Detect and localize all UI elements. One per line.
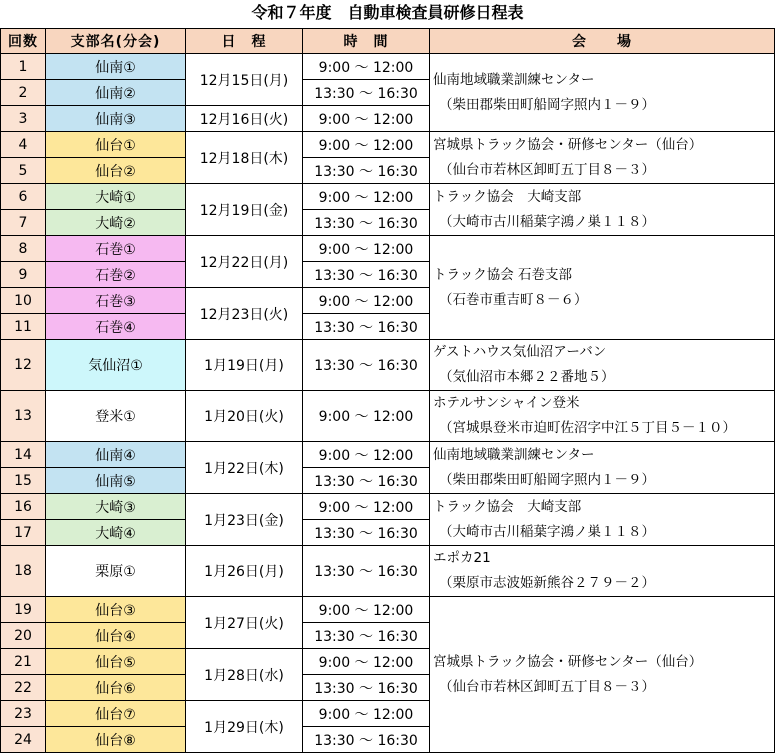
table-row: [1, 132, 775, 158]
header-round: 回数: [1, 29, 46, 54]
header-time: 時 間: [303, 29, 430, 54]
table-row: [1, 546, 775, 597]
table-row: [1, 340, 775, 391]
date-cell: 12月23日(火): [186, 288, 303, 340]
round-number: 19: [1, 597, 46, 623]
date-cell: 1月20日(火): [186, 391, 303, 442]
table-row: [1, 184, 775, 210]
venue-name: トラック協会 大崎支部: [433, 498, 582, 515]
branch-name: 大崎①: [46, 184, 186, 210]
round-number: 5: [1, 158, 46, 184]
branch-name: 大崎②: [46, 210, 186, 236]
round-number: 23: [1, 701, 46, 727]
venue-address: （仙台市若林区卸町五丁目８－３）: [439, 161, 655, 178]
header-date: 日 程: [186, 29, 303, 54]
venue-name: エポカ21: [433, 550, 491, 566]
round-number: 4: [1, 132, 46, 158]
table-row: [1, 236, 775, 262]
time-slot: 9:00 ～ 12:00: [303, 288, 430, 314]
round-number: 3: [1, 106, 46, 132]
round-number: 2: [1, 80, 46, 106]
branch-name: 石巻③: [46, 288, 186, 314]
branch-name: 仙台③: [46, 597, 186, 623]
time-slot: 9:00 ～ 12:00: [303, 597, 430, 623]
time-slot: 13:30 ～ 16:30: [303, 314, 430, 340]
branch-name: 仙南②: [46, 80, 186, 106]
time-slot: 13:30 ～ 16:30: [303, 546, 430, 597]
date-cell: 12月19日(金): [186, 184, 303, 236]
date-cell: 1月19日(月): [186, 340, 303, 391]
time-slot: 13:30 ～ 16:30: [303, 468, 430, 494]
date-cell: 1月27日(火): [186, 597, 303, 649]
round-number: 20: [1, 623, 46, 649]
page-title: 令和７年度 自動車検査員研修日程表: [251, 3, 524, 22]
header-venue: 会 場: [430, 29, 775, 54]
time-slot: 9:00 ～ 12:00: [303, 106, 430, 132]
time-slot: 13:30 ～ 16:30: [303, 675, 430, 701]
time-slot: 9:00 ～ 12:00: [303, 442, 430, 468]
venue-address: （石巻市重吉町８－６）: [439, 291, 588, 308]
time-slot: 9:00 ～ 12:00: [303, 494, 430, 520]
round-number: 24: [1, 727, 46, 753]
venue-cell: [430, 184, 775, 236]
time-slot: 9:00 ～ 12:00: [303, 236, 430, 262]
schedule-table: [0, 28, 775, 753]
time-slot: 13:30 ～ 16:30: [303, 727, 430, 753]
table-row: [1, 494, 775, 520]
time-slot: 9:00 ～ 12:00: [303, 184, 430, 210]
date-cell: 1月23日(金): [186, 494, 303, 546]
branch-name: 仙南①: [46, 54, 186, 80]
branch-name: 仙南④: [46, 442, 186, 468]
table-row: [1, 391, 775, 442]
branch-name: 仙台①: [46, 132, 186, 158]
time-slot: 9:00 ～ 12:00: [303, 54, 430, 80]
round-number: 6: [1, 184, 46, 210]
venue-cell: [430, 494, 775, 546]
round-number: 11: [1, 314, 46, 340]
venue-cell: [430, 391, 775, 442]
round-number: 21: [1, 649, 46, 675]
date-cell: 1月28日(水): [186, 649, 303, 701]
venue-name: トラック協会 石巻支部: [433, 266, 573, 283]
time-slot: 13:30 ～ 16:30: [303, 262, 430, 288]
round-number: 7: [1, 210, 46, 236]
branch-name: 大崎③: [46, 494, 186, 520]
branch-name: 栗原①: [46, 546, 186, 597]
round-number: 17: [1, 520, 46, 546]
venue-address: （栗原市志波姫新熊谷２７９－２）: [439, 575, 655, 591]
venue-name: 仙南地域職業訓練センター: [433, 446, 595, 463]
branch-name: 仙南③: [46, 106, 186, 132]
venue-address: （柴田郡柴田町船岡字照内１－９）: [439, 471, 655, 488]
venue-name: ホテルサンシャイン登米: [433, 395, 580, 411]
venue-address: （大崎市古川稲葉字鴻ノ巣１１８）: [439, 523, 655, 540]
branch-name: 石巻②: [46, 262, 186, 288]
venue-name: ゲストハウス気仙沼アーバン: [433, 344, 607, 360]
venue-name: 仙南地域職業訓練センター: [433, 71, 595, 88]
time-slot: 9:00 ～ 12:00: [303, 391, 430, 442]
round-number: 1: [1, 54, 46, 80]
time-slot: 13:30 ～ 16:30: [303, 520, 430, 546]
venue-address: （柴田郡柴田町船岡字照内１－９）: [439, 96, 655, 113]
date-cell: 12月18日(木): [186, 132, 303, 184]
time-slot: 13:30 ～ 16:30: [303, 623, 430, 649]
round-number: 18: [1, 546, 46, 597]
branch-name: 石巻④: [46, 314, 186, 340]
time-slot: 9:00 ～ 12:00: [303, 649, 430, 675]
venue-cell: [430, 340, 775, 391]
venue-cell: [430, 442, 775, 494]
round-number: 12: [1, 340, 46, 391]
round-number: 16: [1, 494, 46, 520]
round-number: 15: [1, 468, 46, 494]
round-number: 8: [1, 236, 46, 262]
time-slot: 13:30 ～ 16:30: [303, 80, 430, 106]
round-number: 10: [1, 288, 46, 314]
table-row: [1, 597, 775, 623]
round-number: 13: [1, 391, 46, 442]
venue-cell: [430, 546, 775, 597]
venue-name: トラック協会 大崎支部: [433, 188, 582, 205]
date-cell: 1月29日(木): [186, 701, 303, 753]
branch-name: 仙南⑤: [46, 468, 186, 494]
date-cell: 1月22日(木): [186, 442, 303, 494]
branch-name: 仙台⑥: [46, 675, 186, 701]
venue-address: （仙台市若林区卸町五丁目８－３）: [439, 678, 655, 695]
time-slot: 13:30 ～ 16:30: [303, 210, 430, 236]
date-cell: 12月22日(月): [186, 236, 303, 288]
header-branch: 支部名(分会): [46, 29, 186, 54]
date-cell: 12月15日(月): [186, 54, 303, 106]
table-row: [1, 54, 775, 80]
branch-name: 石巻①: [46, 236, 186, 262]
branch-name: 仙台⑦: [46, 701, 186, 727]
table-row: [1, 442, 775, 468]
venue-name: 宮城県トラック協会・研修センター（仙台）: [433, 653, 703, 670]
date-cell: 12月16日(火): [186, 106, 303, 132]
branch-name: 仙台④: [46, 623, 186, 649]
time-slot: 13:30 ～ 16:30: [303, 158, 430, 184]
date-cell: 1月26日(月): [186, 546, 303, 597]
venue-cell: [430, 132, 775, 184]
round-number: 9: [1, 262, 46, 288]
branch-name: 仙台②: [46, 158, 186, 184]
venue-cell: [430, 236, 775, 340]
venue-address: （気仙沼市本郷２２番地５）: [439, 369, 615, 385]
venue-cell: [430, 54, 775, 132]
venue-cell: [430, 597, 775, 753]
time-slot: 9:00 ～ 12:00: [303, 132, 430, 158]
branch-name: 大崎④: [46, 520, 186, 546]
branch-name: 登米①: [46, 391, 186, 442]
round-number: 14: [1, 442, 46, 468]
round-number: 22: [1, 675, 46, 701]
branch-name: 気仙沼①: [46, 340, 186, 391]
branch-name: 仙台⑤: [46, 649, 186, 675]
time-slot: 13:30 ～ 16:30: [303, 340, 430, 391]
venue-address: （宮城県登米市迫町佐沼字中江５丁目５－１０）: [439, 420, 736, 436]
time-slot: 9:00 ～ 12:00: [303, 701, 430, 727]
header-row: [1, 29, 775, 54]
branch-name: 仙台⑧: [46, 727, 186, 753]
venue-address: （大崎市古川稲葉字鴻ノ巣１１８）: [439, 213, 655, 230]
venue-name: 宮城県トラック協会・研修センター（仙台）: [433, 136, 703, 153]
